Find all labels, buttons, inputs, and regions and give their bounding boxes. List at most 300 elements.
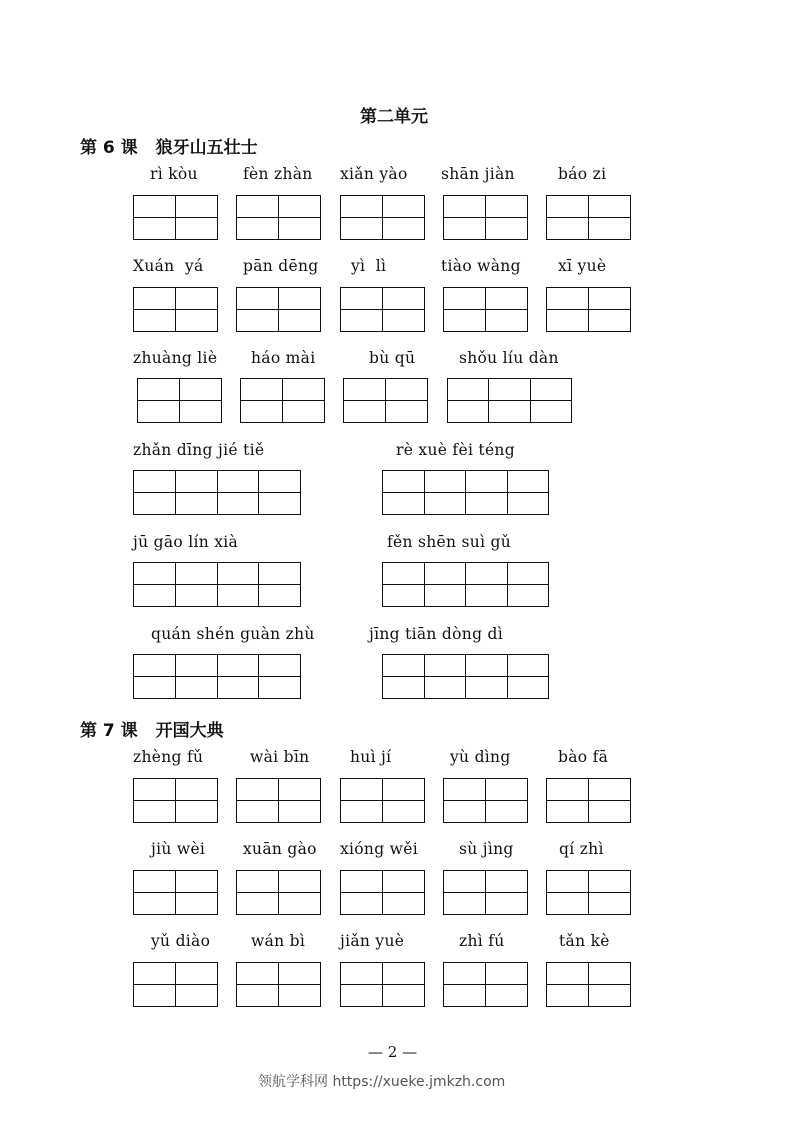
lesson-6-title: 狼牙山五壮士	[155, 138, 258, 158]
grid-cell[interactable]	[282, 401, 324, 422]
grid-row	[237, 892, 320, 914]
grid-cell[interactable]	[444, 893, 485, 914]
grid-cell[interactable]	[278, 985, 320, 1006]
grid-cell[interactable]	[382, 779, 424, 800]
writing-grid[interactable]	[236, 287, 321, 332]
grid-row	[134, 892, 217, 914]
pinyin-prompt: shān jiàn	[441, 165, 515, 183]
grid-cell[interactable]	[134, 893, 175, 914]
grid-cell[interactable]	[237, 218, 278, 239]
grid-cell[interactable]	[530, 379, 571, 400]
grid-cell[interactable]	[444, 310, 485, 331]
grid-cell[interactable]	[383, 471, 424, 492]
grid-cell[interactable]	[237, 963, 278, 984]
grid-row	[383, 492, 548, 514]
writing-grid[interactable]	[382, 654, 549, 699]
grid-cell[interactable]	[175, 288, 217, 309]
grid-cell[interactable]	[237, 310, 278, 331]
grid-cell[interactable]	[175, 563, 217, 584]
writing-grid[interactable]	[546, 778, 631, 823]
pinyin-prompt: huì jí	[350, 748, 392, 766]
writing-grid[interactable]	[133, 195, 218, 240]
grid-cell[interactable]	[465, 655, 507, 676]
grid-cell[interactable]	[175, 871, 217, 892]
grid-cell[interactable]	[547, 801, 588, 822]
grid-row	[134, 871, 217, 892]
writing-grid[interactable]	[343, 378, 428, 423]
pinyin-prompt: zhì fú	[459, 932, 505, 950]
grid-row	[341, 800, 424, 822]
grid-cell[interactable]	[278, 893, 320, 914]
grid-cell[interactable]	[134, 985, 175, 1006]
grid-cell[interactable]	[217, 677, 259, 698]
writing-grid[interactable]	[340, 962, 425, 1007]
grid-row	[134, 800, 217, 822]
grid-cell[interactable]	[485, 963, 527, 984]
grid-cell[interactable]	[217, 655, 259, 676]
pinyin-prompt: Xuán yá	[133, 257, 204, 275]
grid-cell[interactable]	[588, 893, 630, 914]
grid-cell[interactable]	[383, 563, 424, 584]
grid-cell[interactable]	[138, 401, 179, 422]
grid-cell[interactable]	[134, 288, 175, 309]
grid-row	[444, 217, 527, 239]
grid-row	[444, 963, 527, 984]
grid-cell[interactable]	[134, 963, 175, 984]
grid-cell[interactable]	[424, 493, 466, 514]
grid-cell[interactable]	[382, 893, 424, 914]
grid-cell[interactable]	[588, 196, 630, 217]
pinyin-prompt: zhuàng liè	[133, 349, 218, 367]
grid-cell[interactable]	[237, 779, 278, 800]
grid-row	[134, 288, 217, 309]
writing-grid[interactable]	[382, 470, 549, 515]
writing-grid[interactable]	[340, 870, 425, 915]
pinyin-prompt: quán shén guàn zhù	[151, 625, 315, 643]
unit-title: 第二单元	[360, 107, 428, 127]
grid-cell[interactable]	[485, 196, 527, 217]
writing-grid[interactable]	[240, 378, 325, 423]
grid-cell[interactable]	[588, 288, 630, 309]
pinyin-prompt: tǎn kè	[559, 932, 610, 950]
pinyin-prompt: jū gāo lín xià	[133, 533, 239, 551]
writing-grid[interactable]	[443, 778, 528, 823]
grid-row	[383, 563, 548, 584]
pinyin-prompt: zhǎn dīng jié tiě	[133, 441, 265, 459]
writing-grid[interactable]	[133, 562, 301, 607]
grid-cell[interactable]	[175, 196, 217, 217]
writing-grid[interactable]	[546, 962, 631, 1007]
pinyin-prompt: rè xuè fèi téng	[396, 441, 515, 459]
footer-watermark: 领航学科网 https://xueke.jmkzh.com	[258, 1074, 506, 1090]
grid-cell[interactable]	[588, 310, 630, 331]
grid-cell[interactable]	[175, 471, 217, 492]
grid-cell[interactable]	[175, 677, 217, 698]
grid-row	[547, 871, 630, 892]
grid-cell[interactable]	[341, 310, 382, 331]
grid-cell[interactable]	[485, 985, 527, 1006]
grid-cell[interactable]	[382, 871, 424, 892]
grid-row	[134, 984, 217, 1006]
grid-cell[interactable]	[444, 963, 485, 984]
grid-cell[interactable]	[258, 493, 300, 514]
grid-cell[interactable]	[424, 585, 466, 606]
writing-grid[interactable]	[546, 870, 631, 915]
grid-cell[interactable]	[485, 779, 527, 800]
grid-cell[interactable]	[507, 563, 549, 584]
grid-cell[interactable]	[134, 655, 175, 676]
writing-grid[interactable]	[236, 870, 321, 915]
pinyin-prompt: zhèng fǔ	[133, 748, 204, 766]
pinyin-prompt: yù dìng	[450, 748, 511, 766]
grid-cell[interactable]	[175, 585, 217, 606]
grid-cell[interactable]	[278, 963, 320, 984]
grid-cell[interactable]	[241, 379, 282, 400]
pinyin-prompt: pān dēng	[243, 257, 319, 275]
grid-row	[237, 309, 320, 331]
grid-cell[interactable]	[258, 585, 300, 606]
grid-cell[interactable]	[134, 677, 175, 698]
grid-row	[344, 379, 427, 400]
grid-row	[344, 400, 427, 422]
grid-cell[interactable]	[278, 871, 320, 892]
grid-cell[interactable]	[175, 655, 217, 676]
page-number: — 2 —	[368, 1043, 418, 1061]
lesson-7-number: 第 7 课	[80, 721, 138, 741]
grid-cell[interactable]	[547, 985, 588, 1006]
writing-grid[interactable]	[546, 195, 631, 240]
grid-cell[interactable]	[444, 218, 485, 239]
grid-cell[interactable]	[278, 218, 320, 239]
grid-row	[134, 309, 217, 331]
writing-grid[interactable]	[546, 287, 631, 332]
grid-row	[547, 963, 630, 984]
grid-cell[interactable]	[138, 379, 179, 400]
grid-cell[interactable]	[547, 963, 588, 984]
grid-row	[138, 400, 221, 422]
grid-cell[interactable]	[588, 801, 630, 822]
grid-cell[interactable]	[488, 379, 529, 400]
grid-cell[interactable]	[134, 871, 175, 892]
grid-cell[interactable]	[341, 801, 382, 822]
grid-cell[interactable]	[444, 196, 485, 217]
grid-row	[134, 584, 300, 606]
grid-row	[547, 217, 630, 239]
writing-grid[interactable]	[382, 562, 549, 607]
grid-cell[interactable]	[278, 801, 320, 822]
grid-cell[interactable]	[175, 310, 217, 331]
grid-cell[interactable]	[588, 779, 630, 800]
grid-cell[interactable]	[588, 218, 630, 239]
writing-grid[interactable]	[340, 778, 425, 823]
grid-row	[341, 871, 424, 892]
writing-grid[interactable]	[443, 962, 528, 1007]
grid-cell[interactable]	[382, 985, 424, 1006]
grid-cell[interactable]	[465, 585, 507, 606]
pinyin-prompt: yǔ diào	[151, 932, 211, 950]
grid-row	[237, 984, 320, 1006]
grid-cell[interactable]	[258, 677, 300, 698]
grid-row	[383, 471, 548, 492]
pinyin-prompt: bào fā	[558, 748, 609, 766]
grid-row	[237, 217, 320, 239]
grid-row	[134, 492, 300, 514]
grid-cell[interactable]	[134, 218, 175, 239]
grid-cell[interactable]	[278, 779, 320, 800]
grid-cell[interactable]	[444, 985, 485, 1006]
lesson-6-heading	[80, 133, 258, 158]
pinyin-prompt: jiǎn yuè	[340, 932, 405, 950]
grid-cell[interactable]	[507, 471, 549, 492]
grid-row	[134, 655, 300, 676]
grid-row	[341, 984, 424, 1006]
grid-cell[interactable]	[383, 585, 424, 606]
grid-cell[interactable]	[382, 196, 424, 217]
grid-cell[interactable]	[175, 218, 217, 239]
grid-cell[interactable]	[237, 196, 278, 217]
grid-cell[interactable]	[507, 493, 549, 514]
grid-cell[interactable]	[547, 218, 588, 239]
grid-row	[134, 196, 217, 217]
grid-row	[444, 984, 527, 1006]
pinyin-prompt: fèn zhàn	[243, 165, 313, 183]
pinyin-prompt: wài bīn	[250, 748, 310, 766]
grid-cell[interactable]	[588, 963, 630, 984]
grid-cell[interactable]	[448, 379, 488, 400]
grid-cell[interactable]	[258, 655, 300, 676]
grid-cell[interactable]	[344, 379, 385, 400]
grid-row	[237, 196, 320, 217]
writing-grid[interactable]	[443, 195, 528, 240]
grid-cell[interactable]	[444, 288, 485, 309]
grid-cell[interactable]	[237, 871, 278, 892]
grid-row	[134, 676, 300, 698]
grid-row	[547, 196, 630, 217]
grid-row	[444, 800, 527, 822]
grid-cell[interactable]	[485, 893, 527, 914]
lesson-6-number: 第 6 课	[80, 138, 138, 158]
grid-row	[134, 217, 217, 239]
grid-cell[interactable]	[588, 985, 630, 1006]
writing-grid[interactable]	[133, 287, 218, 332]
grid-cell[interactable]	[278, 310, 320, 331]
grid-cell[interactable]	[382, 963, 424, 984]
grid-cell[interactable]	[134, 471, 175, 492]
grid-cell[interactable]	[341, 196, 382, 217]
grid-cell[interactable]	[424, 655, 466, 676]
grid-row	[134, 471, 300, 492]
grid-cell[interactable]	[237, 288, 278, 309]
grid-cell[interactable]	[175, 893, 217, 914]
lesson-7-title: 开国大典	[155, 721, 224, 741]
grid-cell[interactable]	[424, 471, 466, 492]
grid-row	[448, 400, 571, 422]
grid-cell[interactable]	[383, 493, 424, 514]
pinyin-prompt: shǒu líu dàn	[459, 349, 559, 367]
grid-cell[interactable]	[424, 677, 466, 698]
grid-row	[444, 871, 527, 892]
grid-row	[444, 196, 527, 217]
grid-cell[interactable]	[547, 871, 588, 892]
grid-row	[444, 309, 527, 331]
writing-grid[interactable]	[133, 962, 218, 1007]
grid-row	[444, 288, 527, 309]
writing-grid[interactable]	[447, 378, 572, 423]
grid-cell[interactable]	[217, 585, 259, 606]
grid-cell[interactable]	[175, 963, 217, 984]
grid-cell[interactable]	[547, 288, 588, 309]
grid-row	[341, 963, 424, 984]
grid-cell[interactable]	[341, 893, 382, 914]
grid-cell[interactable]	[547, 310, 588, 331]
grid-row	[341, 892, 424, 914]
grid-cell[interactable]	[341, 288, 382, 309]
grid-cell[interactable]	[383, 655, 424, 676]
grid-cell[interactable]	[258, 563, 300, 584]
writing-grid[interactable]	[443, 870, 528, 915]
grid-cell[interactable]	[175, 985, 217, 1006]
grid-cell[interactable]	[507, 585, 549, 606]
grid-row	[341, 779, 424, 800]
grid-cell[interactable]	[134, 801, 175, 822]
grid-cell[interactable]	[547, 893, 588, 914]
grid-cell[interactable]	[134, 493, 175, 514]
grid-row	[341, 217, 424, 239]
writing-grid[interactable]	[443, 287, 528, 332]
pinyin-prompt: háo mài	[251, 349, 316, 367]
writing-grid[interactable]	[133, 778, 218, 823]
pinyin-prompt: xī yuè	[558, 257, 607, 275]
grid-cell[interactable]	[485, 310, 527, 331]
grid-cell[interactable]	[237, 985, 278, 1006]
writing-grid[interactable]	[133, 470, 301, 515]
pinyin-prompt: jīng tiān dòng dì	[369, 625, 503, 643]
grid-row	[134, 963, 217, 984]
pinyin-prompt: jiù wèi	[151, 840, 206, 858]
grid-cell[interactable]	[134, 563, 175, 584]
writing-grid[interactable]	[236, 195, 321, 240]
writing-grid[interactable]	[236, 962, 321, 1007]
grid-row	[547, 892, 630, 914]
lesson-7-heading	[80, 716, 224, 741]
grid-cell[interactable]	[530, 401, 571, 422]
grid-cell[interactable]	[485, 288, 527, 309]
grid-row	[241, 379, 324, 400]
grid-cell[interactable]	[382, 288, 424, 309]
pinyin-prompt: yì lì	[351, 257, 387, 275]
grid-cell[interactable]	[485, 801, 527, 822]
grid-row	[134, 779, 217, 800]
grid-cell[interactable]	[547, 779, 588, 800]
grid-cell[interactable]	[424, 563, 466, 584]
writing-grid[interactable]	[236, 778, 321, 823]
writing-grid[interactable]	[137, 378, 222, 423]
grid-cell[interactable]	[444, 871, 485, 892]
pinyin-prompt: bù qū	[369, 349, 416, 367]
grid-cell[interactable]	[485, 218, 527, 239]
grid-cell[interactable]	[134, 585, 175, 606]
grid-cell[interactable]	[465, 493, 507, 514]
grid-row	[547, 288, 630, 309]
writing-grid[interactable]	[340, 287, 425, 332]
grid-cell[interactable]	[385, 401, 427, 422]
grid-row	[138, 379, 221, 400]
grid-cell[interactable]	[444, 801, 485, 822]
grid-row	[444, 892, 527, 914]
grid-row	[383, 655, 548, 676]
grid-cell[interactable]	[237, 893, 278, 914]
grid-cell[interactable]	[278, 288, 320, 309]
grid-cell[interactable]	[175, 801, 217, 822]
grid-row	[444, 779, 527, 800]
grid-cell[interactable]	[588, 871, 630, 892]
grid-cell[interactable]	[175, 493, 217, 514]
grid-cell[interactable]	[382, 218, 424, 239]
grid-cell[interactable]	[217, 563, 259, 584]
pinyin-prompt: tiào wàng	[441, 257, 521, 275]
grid-cell[interactable]	[465, 677, 507, 698]
grid-cell[interactable]	[241, 401, 282, 422]
grid-cell[interactable]	[134, 310, 175, 331]
grid-row	[341, 288, 424, 309]
pinyin-prompt: fěn shēn suì gǔ	[387, 533, 512, 551]
grid-cell[interactable]	[341, 779, 382, 800]
grid-cell[interactable]	[547, 196, 588, 217]
grid-cell[interactable]	[179, 379, 221, 400]
grid-row	[383, 584, 548, 606]
grid-cell[interactable]	[448, 401, 488, 422]
grid-row	[383, 676, 548, 698]
grid-cell[interactable]	[385, 379, 427, 400]
grid-cell[interactable]	[465, 563, 507, 584]
writing-grid[interactable]	[340, 195, 425, 240]
grid-row	[448, 379, 571, 400]
grid-cell[interactable]	[344, 401, 385, 422]
grid-cell[interactable]	[175, 779, 217, 800]
pinyin-prompt: báo zi	[558, 165, 607, 183]
grid-row	[547, 800, 630, 822]
grid-cell[interactable]	[485, 871, 527, 892]
grid-cell[interactable]	[341, 963, 382, 984]
grid-cell[interactable]	[382, 310, 424, 331]
grid-cell[interactable]	[383, 677, 424, 698]
writing-grid[interactable]	[133, 654, 301, 699]
grid-row	[341, 309, 424, 331]
grid-cell[interactable]	[278, 196, 320, 217]
grid-cell[interactable]	[134, 196, 175, 217]
grid-cell[interactable]	[217, 471, 259, 492]
grid-cell[interactable]	[444, 779, 485, 800]
grid-row	[341, 196, 424, 217]
grid-cell[interactable]	[134, 779, 175, 800]
grid-cell[interactable]	[341, 218, 382, 239]
grid-cell[interactable]	[507, 655, 549, 676]
pinyin-prompt: wán bì	[251, 932, 306, 950]
grid-cell[interactable]	[488, 401, 529, 422]
grid-cell[interactable]	[465, 471, 507, 492]
grid-cell[interactable]	[507, 677, 549, 698]
grid-cell[interactable]	[382, 801, 424, 822]
grid-cell[interactable]	[258, 471, 300, 492]
grid-cell[interactable]	[179, 401, 221, 422]
writing-grid[interactable]	[133, 870, 218, 915]
grid-cell[interactable]	[341, 871, 382, 892]
grid-row	[547, 984, 630, 1006]
grid-cell[interactable]	[282, 379, 324, 400]
grid-cell[interactable]	[237, 801, 278, 822]
grid-cell[interactable]	[217, 493, 259, 514]
grid-cell[interactable]	[341, 985, 382, 1006]
